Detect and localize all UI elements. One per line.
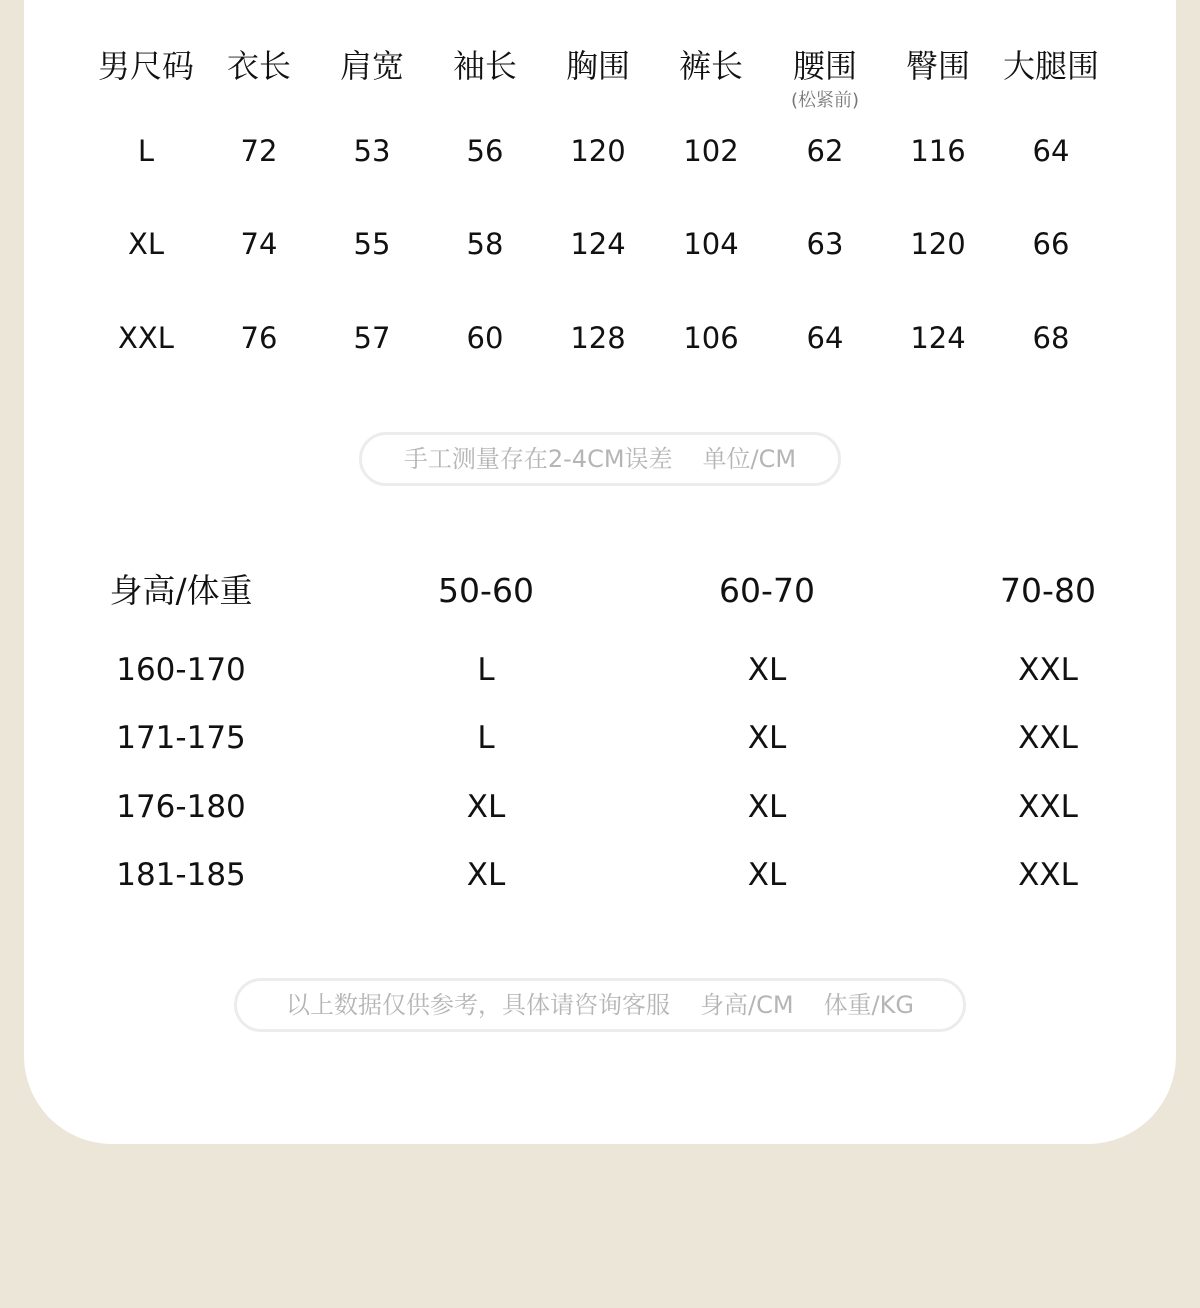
reference-note <box>234 978 966 1032</box>
header-shoulder: 肩宽 <box>339 47 405 85</box>
fit-header-weight-range: 50-60 <box>438 571 534 610</box>
size-table <box>0 40 1200 400</box>
fit-cell: 160-170 <box>116 652 246 688</box>
header-size: 男尺码 <box>97 47 195 85</box>
measurement-note-unit: 单位/CM <box>702 445 797 473</box>
header-length: 衣长 <box>226 47 292 85</box>
fit-cell: XXL <box>1018 720 1078 756</box>
size-cell: 120 <box>910 227 966 261</box>
size-cell: L <box>137 134 155 168</box>
size-cell: 74 <box>240 227 278 261</box>
size-cell: 124 <box>910 321 966 355</box>
fit-cell: XXL <box>1018 789 1078 825</box>
size-cell: 68 <box>1032 321 1070 355</box>
size-cell: 57 <box>353 321 391 355</box>
fit-cell: XL <box>747 720 787 756</box>
fit-cell: 181-185 <box>116 857 246 893</box>
size-cell: 64 <box>1032 134 1070 168</box>
size-cell: 60 <box>466 321 504 355</box>
fit-cell: XL <box>747 857 787 893</box>
fit-header-weight-range: 60-70 <box>719 571 815 610</box>
size-cell: 58 <box>466 227 504 261</box>
header-waist-note: (松紧前) <box>790 90 860 111</box>
size-cell: 53 <box>353 134 391 168</box>
size-cell: 124 <box>570 227 626 261</box>
size-cell: 120 <box>570 134 626 168</box>
measurement-note <box>359 432 841 486</box>
size-cell: 55 <box>353 227 391 261</box>
header-waist: 腰围 <box>792 47 858 85</box>
fit-cell: 171-175 <box>116 720 246 756</box>
size-cell: 128 <box>570 321 626 355</box>
size-cell: XXL <box>118 321 174 355</box>
size-cell: 64 <box>806 321 844 355</box>
fit-cell: XL <box>466 789 506 825</box>
size-cell: 106 <box>683 321 739 355</box>
size-cell: XL <box>127 227 165 261</box>
fit-cell: XXL <box>1018 857 1078 893</box>
fit-header-height-weight: 身高/体重 <box>109 571 253 610</box>
size-cell: 62 <box>806 134 844 168</box>
fit-cell: XL <box>747 652 787 688</box>
size-cell: 102 <box>683 134 739 168</box>
fit-header-weight-range: 70-80 <box>1000 571 1096 610</box>
reference-note-height-unit: 身高/CM <box>700 991 794 1019</box>
header-chest: 胸围 <box>565 47 631 85</box>
header-hip: 臀围 <box>905 47 971 85</box>
fit-cell: 176-180 <box>116 789 246 825</box>
reference-note-weight-unit: 体重/KG <box>823 991 914 1019</box>
size-cell: 63 <box>806 227 844 261</box>
measurement-note-text: 手工测量存在2-4CM误差 <box>403 445 673 473</box>
fit-cell: XL <box>747 789 787 825</box>
size-cell: 76 <box>240 321 278 355</box>
fit-cell: L <box>477 652 495 688</box>
size-cell: 72 <box>240 134 278 168</box>
size-cell: 56 <box>466 134 504 168</box>
fit-cell: XL <box>466 857 506 893</box>
size-cell: 116 <box>910 134 966 168</box>
size-cell: 104 <box>683 227 739 261</box>
fit-cell: XXL <box>1018 652 1078 688</box>
size-cell: 66 <box>1032 227 1070 261</box>
header-sleeve: 袖长 <box>452 47 518 85</box>
header-thigh: 大腿围 <box>1002 47 1100 85</box>
reference-note-text: 以上数据仅供参考，具体请咨询客服 <box>286 991 670 1019</box>
header-pants-length: 裤长 <box>678 47 744 85</box>
fit-cell: L <box>477 720 495 756</box>
